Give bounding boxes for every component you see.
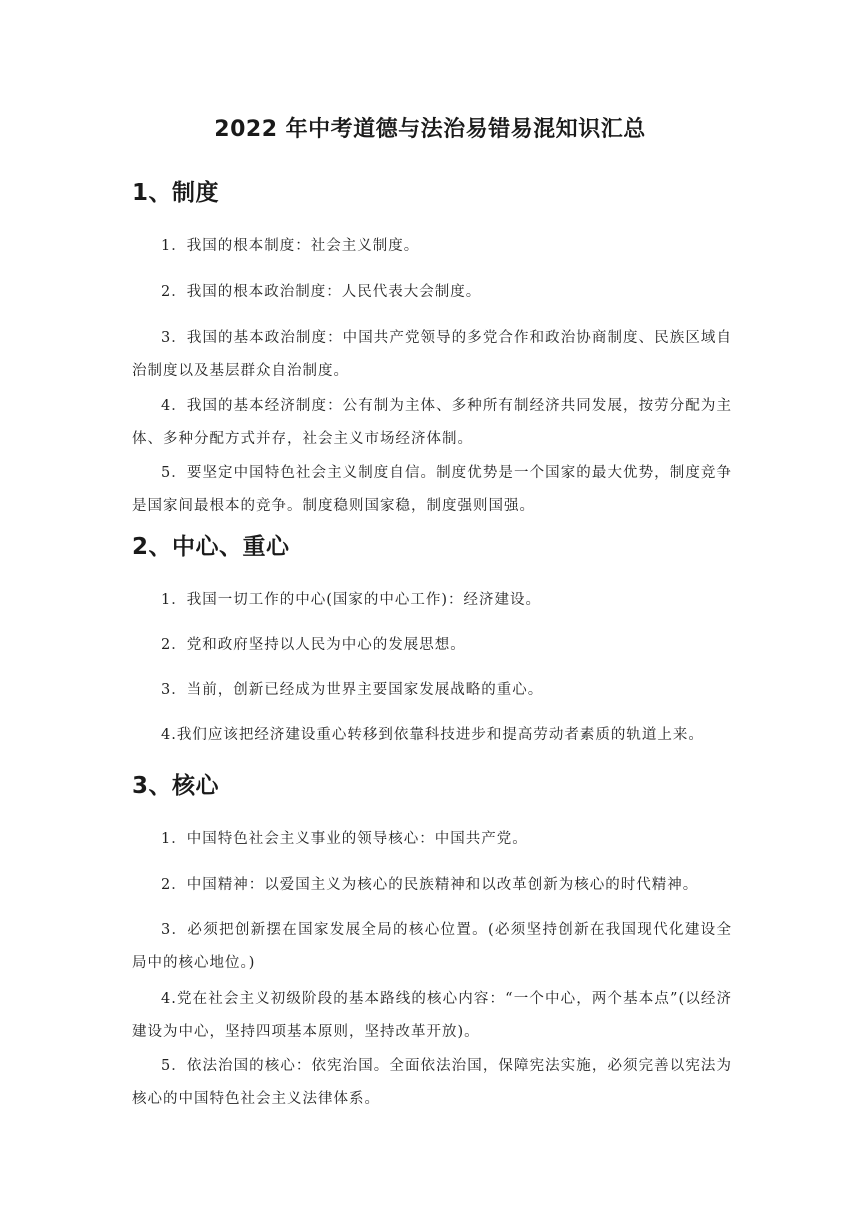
list-item: 1．中国特色社会主义事业的领导核心：中国共产党。 (161, 831, 528, 847)
list-item: 1．我国一切工作的中心(国家的中心工作)：经济建设。 (161, 592, 542, 608)
list-item: 3．我国的基本政治制度：中国共产党领导的多党合作和政治协商制度、民族区域自治制度以及基层群众自治制度。 (132, 330, 732, 379)
section-heading-center-focus: 2、中心、重心 (132, 534, 290, 560)
list-item: 4．我国的基本经济制度：公有制为主体、多种所有制经济共同发展，按劳分配为主体、多种分配方式并存，社会主义市场经济体制。 (132, 398, 732, 447)
list-item: 1．我国的根本制度：社会主义制度。 (161, 238, 420, 254)
section-heading-system: 1、制度 (132, 180, 220, 206)
list-item: 2．中国精神：以爱国主义为核心的民族精神和以改革创新为核心的时代精神。 (161, 877, 699, 893)
list-item: 3．必须把创新摆在国家发展全局的核心位置。(必须坚持创新在我国现代化建设全局中的核心地位。) (132, 922, 732, 971)
list-item: 2．我国的根本政治制度：人民代表大会制度。 (161, 284, 482, 300)
list-item: 4.党在社会主义初级阶段的基本路线的核心内容：“一个中心，两个基本点”(以经济建设为中心，坚持四项基本原则，坚持改革开放)。 (132, 991, 732, 1040)
list-item: 5．依法治国的核心：依宪治国。全面依法治国，保障宪法实施，必须完善以宪法为核心的中国特色社会主义法律体系。 (132, 1058, 732, 1107)
list-item: 4.我们应该把经济建设重心转移到依靠科技进步和提高劳动者素质的轨道上来。 (161, 727, 704, 743)
list-item: 2．党和政府坚持以人民为中心的发展思想。 (161, 637, 466, 653)
list-item: 5．要坚定中国特色社会主义制度自信。制度优势是一个国家的最大优势，制度竞争是国家间最根本的竞争。制度稳则国家稳，制度强则国强。 (132, 465, 732, 514)
section-heading-core: 3、核心 (132, 773, 220, 799)
list-item: 3．当前，创新已经成为世界主要国家发展战略的重心。 (161, 682, 544, 698)
document-title: 2022 年中考道德与法治易错易混知识汇总 (214, 117, 646, 142)
